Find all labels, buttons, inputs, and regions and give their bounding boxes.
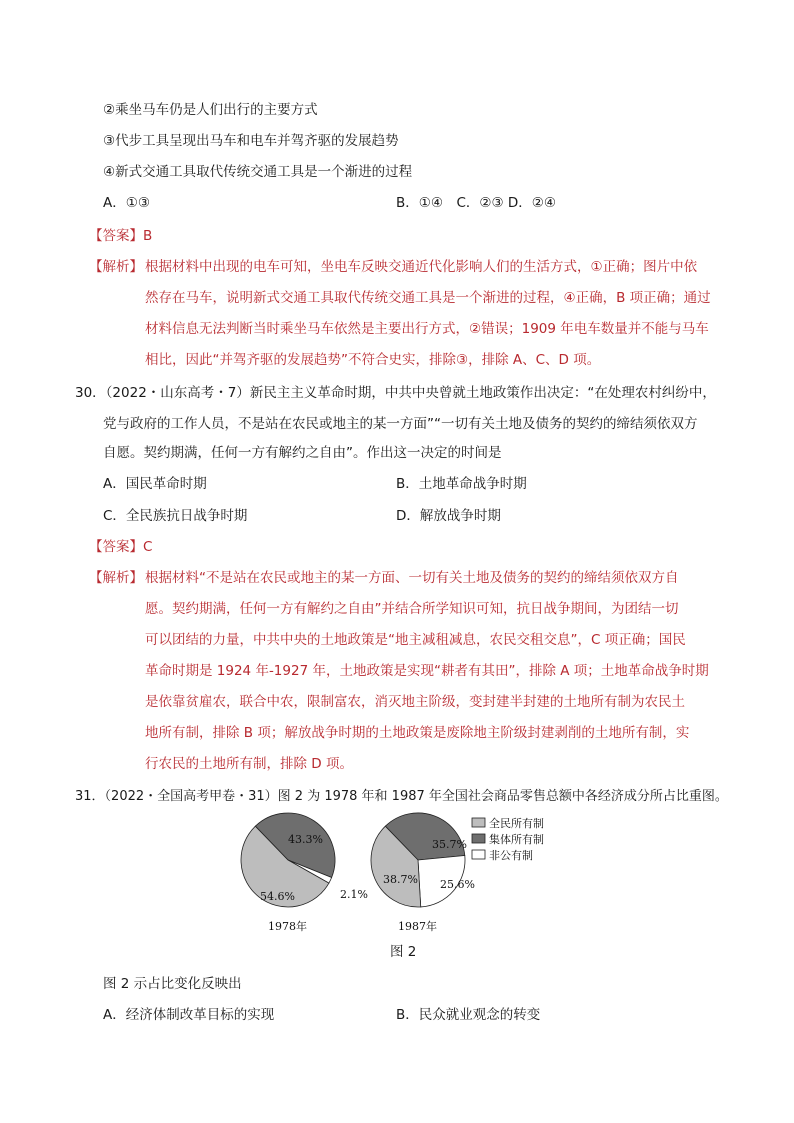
q30-answer (89, 537, 152, 557)
q31-choice-b: B．民众就业观念的转变 (396, 1007, 541, 1023)
pie-1987 (371, 813, 475, 933)
q29-option-4: ④新式交通工具取代传统交通工具是一个渐进的过程 (103, 164, 413, 180)
pie-1978 (241, 813, 368, 933)
q29-analysis-line: 相比，因此“并驾齐驱的发展趋势”不符合史实，排除③，排除 A、C、D 项。 (145, 352, 601, 368)
q29-analysis-line: 根据材料中出现的电车可知，坐电车反映交通近代化影响人们的生活方式，①正确；图片中依 (145, 259, 698, 275)
q30-analysis-line: 可以团结的力量，中共中央的土地政策是“地主减租减息，农民交租交息”，C 项正确；国民 (145, 632, 686, 648)
q30-analysis-line: 行农民的土地所有制，排除 D 项。 (145, 756, 353, 772)
q30-stem-line: 党与政府的工作人员，不是站在农民或地主的某一方面”“一切有关土地及债务的契约的缔结须依双方 (103, 416, 698, 432)
q31-stem: 31．（2022・全国高考甲卷・31）图 2 为 1978 年和 1987 年全国社会商品零售总额中各经济成分所占比重图。 (75, 789, 728, 804)
legend-label: 集体所有制 (489, 833, 544, 846)
q30-choice-b: B．土地革命战争时期 (396, 476, 527, 492)
q30-analysis-line: 革命时期是 1924 年-1927 年，土地政策是实现“耕者有其田”，排除 A 项；土地革命战争时期 (145, 663, 709, 679)
pie-label: 35.7% (432, 838, 467, 851)
pie-label: 43.3% (288, 833, 323, 846)
q31-choice-a: A．经济体制改革目标的实现 (103, 1007, 275, 1023)
q30-choice-d: D．解放战争时期 (396, 508, 501, 524)
legend-label: 非公有制 (489, 849, 533, 862)
q30-stem-line: 自愿。契约期满，任何一方有解约之自由”。作出这一决定的时间是 (103, 445, 502, 461)
pie-label: 38.7% (383, 873, 418, 886)
q29-analysis-line: 然存在马车，说明新式交通工具取代传统交通工具是一个渐进的过程，④正确，B 项正确；通过 (145, 290, 711, 306)
q29-answer (89, 226, 152, 246)
q30-stem-line: 30．（2022・山东高考・7）新民主主义革命时期，中共中央曾就土地政策作出决定：“在处理农村纠纷中， (75, 385, 716, 401)
legend-label: 全民所有制 (489, 817, 544, 830)
q30-choice-c: C．全民族抗日战争时期 (103, 508, 248, 524)
q31-question: 图 2 示占比变化反映出 (103, 976, 242, 992)
pie-title: 1987年 (398, 920, 437, 933)
q30-analysis-line: 地所有制，排除 B 项；解放战争时期的土地政策是废除地主阶级封建剥削的土地所有制，实 (145, 725, 690, 741)
legend-swatch (472, 834, 485, 843)
q29-option-2: ②乘坐马车仍是人们出行的主要方式 (103, 102, 318, 118)
answer-value: C (143, 539, 153, 555)
q29-analysis-line: 材料信息无法判断当时乘坐马车依然是主要出行方式，②错误；1909 年电车数量并不能与马车 (145, 321, 709, 337)
legend-swatch (472, 850, 485, 859)
q29-choice-bcd: B．①④ C．②③ D．②④ (396, 195, 556, 211)
pie-label: 25.6% (440, 878, 475, 891)
q30-analysis-line: 根据材料“不是站在农民或地主的某一方面、一切有关土地及债务的契约的缔结须依双方自 (145, 570, 679, 586)
q29-analysis-tag: 【解析】 (89, 259, 143, 275)
q29-choice-a: A．①③ (103, 195, 150, 211)
pie-label: 54.6% (260, 890, 295, 903)
q30-analysis-tag: 【解析】 (89, 570, 143, 586)
answer-tag: 【答案】 (89, 228, 143, 244)
pie-chart-figure (233, 810, 573, 940)
pie-label: 2.1% (340, 888, 368, 901)
answer-tag: 【答案】 (89, 539, 143, 555)
q30-analysis-line: 愿。契约期满，任何一方有解约之自由”并结合所学知识可知，抗日战争期间，为团结一切 (145, 601, 679, 617)
q30-analysis-line: 是依靠贫雇农，联合中农，限制富农，消灭地主阶级，变封建半封建的土地所有制为农民土 (145, 694, 685, 710)
legend-swatch (472, 818, 485, 827)
chart-legend (472, 816, 544, 862)
q29-option-3: ③代步工具呈现出马车和电车并驾齐驱的发展趋势 (103, 133, 399, 149)
answer-value: B (143, 228, 153, 244)
pie-title: 1978年 (268, 920, 307, 933)
q30-choice-a: A．国民革命时期 (103, 476, 207, 492)
figure-caption: 图 2 (390, 944, 417, 960)
